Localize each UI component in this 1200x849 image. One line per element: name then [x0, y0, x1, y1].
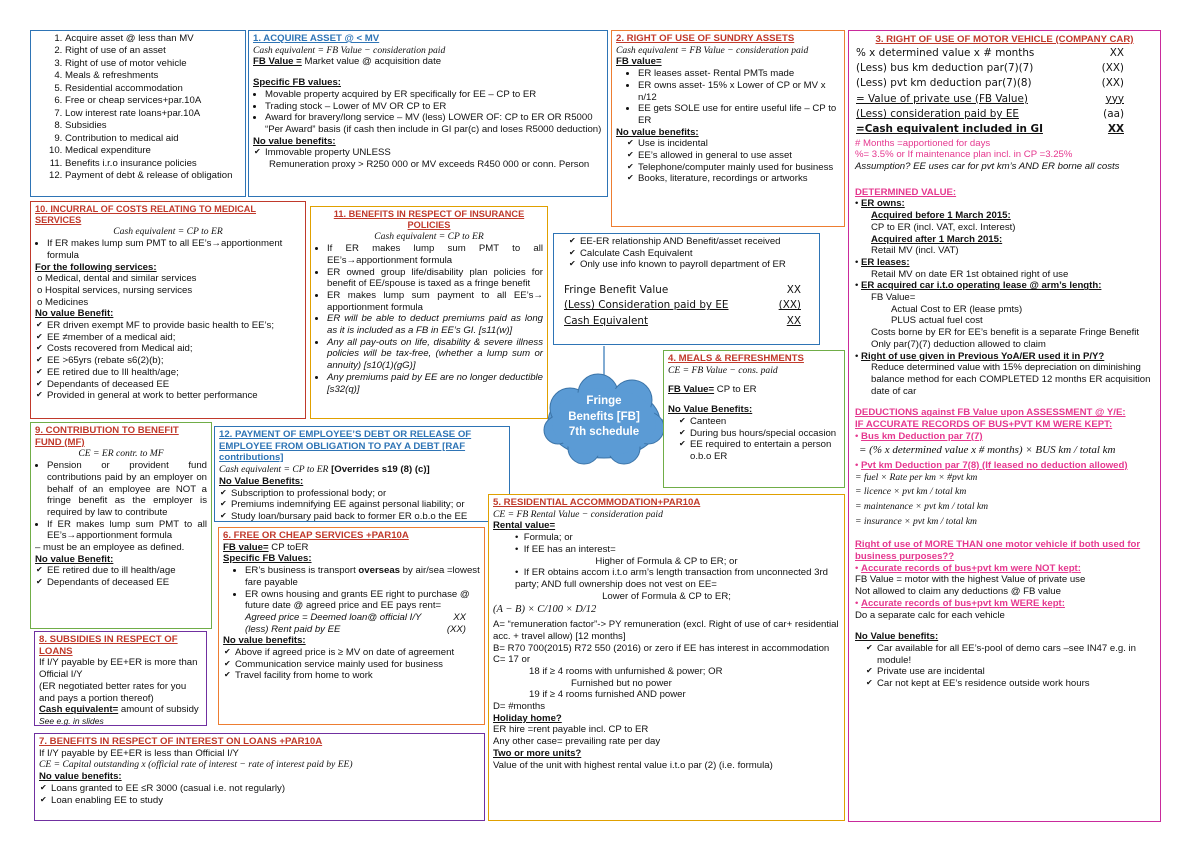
subheading: FB value=	[616, 56, 662, 68]
bullet-line: • Right of use given in Previous YoA/ER used it in P/Y?	[855, 350, 1105, 362]
subheading: No value Benefit:	[35, 308, 114, 320]
bullet-line: • ER acquired car i.t.o operating lease @ arm’s length:	[855, 280, 1102, 292]
list-item: 7. Low interest rate loans+par.10A	[65, 108, 241, 120]
subheading: No value Benefit:	[35, 553, 114, 565]
text-line: ER hire =rent payable incl. CP to ER	[493, 724, 649, 736]
interest-loans-box	[34, 733, 485, 821]
list-item: o Medical, dental and similar services	[37, 273, 301, 285]
subheading: IF ACCURATE RECORDS OF BUS+PVT KM WERE KEPT:	[855, 419, 1113, 431]
text-line: Only par(7)(7) deduction allowed to claim	[871, 338, 1046, 350]
list-item: Remuneration proxy > R250 000 or MV exceeds R450 000 or conn. Person	[269, 159, 590, 171]
text-line: Any other case= prevailing rate per day	[493, 736, 661, 748]
text-line: 19 if ≥ 4 rooms furnished AND power	[529, 689, 686, 701]
cloud-text: Fringe Benefits [FB] 7th schedule	[568, 395, 640, 439]
formula: Cash equivalent = CP to ER	[374, 231, 484, 243]
ce-line: Cash equivalent= amount of subsidy	[39, 704, 199, 716]
subheading: For the following services:	[35, 261, 157, 273]
note: # Months =apportioned for days	[855, 137, 991, 149]
calc-row: =Cash equivalent included in GI XX	[856, 123, 1124, 136]
section-title: 3. RIGHT OF USE OF MOTOR VEHICLE (COMPANY CAR)	[875, 34, 1134, 45]
subheading: DETERMINED VALUE:	[855, 186, 957, 198]
section-title: 12. PAYMENT OF EMPLOYEE’S DEBT OR RELEASE OF EMPLOYEE FROM OBLIGATION TO PAY A DEBT [RAF contributions]	[219, 429, 472, 464]
formula: = licence × pvt km / total km	[855, 486, 967, 498]
formula: CE = Capital outstanding x (official rate of interest − rate of interest paid by EE)	[39, 759, 353, 771]
subheading: Specific FB values:	[253, 77, 341, 89]
bullet-line: • Pvt km Deduction par 7(8) (If leased no deduction allowed)	[855, 459, 1128, 471]
subheading: Holiday home?	[493, 712, 562, 724]
subheading: Right of use of MORE THAN one motor vehicle if both used for business purposes??	[855, 539, 1141, 563]
subheading: No value benefits:	[39, 771, 122, 783]
section-title: 1. ACQUIRE ASSET @ < MV	[253, 33, 380, 44]
meals-refreshments-box	[663, 350, 845, 488]
list-item: • Any all pay-outs on life, disability & severe illness policies will be tax-free, (whether a lump sum or annuity) [s10(1)(gG)]	[327, 337, 543, 372]
overview-row: Fringe Benefit Value XX	[564, 284, 801, 297]
formula: = (% x determined value x # months) × BUS km / total km	[859, 444, 1116, 457]
list-item: ✔ During bus hours/special occasion	[690, 428, 840, 440]
calc-row: (Less) bus km deduction par(7)(7) (XX)	[856, 62, 1124, 75]
formula: Cash equivalent = FB Value − consideration paid	[616, 44, 809, 56]
section-title: 4. MEALS & REFRESHMENTS	[668, 353, 804, 364]
list-item: 10. Medical expenditure	[65, 145, 241, 157]
section-title: 5. RESIDENTIAL ACCOMMODATION+PAR10A	[493, 497, 701, 508]
list-item: ✔ ER driven exempt MF to provide basic health to EE’s;	[47, 320, 301, 332]
fb-value-line: FB value= CP toER	[223, 541, 309, 553]
text-line: Higher of Formula & CP to ER; or	[595, 555, 738, 567]
list-item: • Trading stock – Lower of MV OR CP to ER	[265, 101, 603, 113]
list-item: ✔ EE >65yrs (rebate s6(2)(b);	[47, 355, 301, 367]
list-item: • ER leases asset- Rental PMTs made	[638, 68, 840, 80]
list-item: • Award for bravery/long service – MV (less) LOWER OF: CP to ER OR R5000 “Per Award” basis (if cash then include in GI par(c) and loses R5000 deduction)	[265, 112, 603, 135]
list-item: ✔ Premiums indemnifying EE against personal liability; or	[231, 499, 505, 511]
list-item: • EE gets SOLE use for entire useful life – CP to ER	[638, 103, 840, 126]
list-item: o Medicines	[37, 297, 301, 309]
calc-row: % x determined value x # months XX	[856, 46, 1124, 59]
list-item: ✔ Costs recovered from Medical aid;	[47, 343, 301, 355]
formula: CE = FB Rental Value − consideration paid	[493, 508, 663, 520]
text-line: Acquired after 1 March 2015:	[871, 233, 1003, 245]
formula: CE = FB Value − cons. paid	[668, 364, 778, 376]
formula: = maintenance × pvt km / total km	[855, 500, 989, 512]
text-line: If I/Y payable by EE+ER is more than Official I/Y	[39, 657, 198, 681]
list-item: • ER owns housing and grants EE right to purchase @ future date @ agreed price and EE pays rent=	[245, 589, 480, 612]
bullet-line: • Accurate records of bus+pvt km were NOT kept:	[855, 562, 1081, 574]
free-cheap-services-box	[218, 527, 485, 725]
text-line: Furnished but no power	[571, 677, 672, 689]
list-item: 1. Acquire asset @ less than MV	[65, 33, 241, 45]
subheading: Specific FB Values:	[223, 553, 312, 565]
text-line: Actual Cost to ER (lease pmts)	[891, 303, 1023, 315]
list-item: 3. Right of use of motor vehicle	[65, 58, 241, 70]
list-item: ✔ Canteen	[690, 416, 840, 428]
text: Market value @ acquisition date	[304, 56, 442, 68]
list-item: ✔ Dependants of deceased EE	[47, 379, 301, 391]
list-item: • Formula; or	[515, 532, 573, 544]
list-item: ✔ Dependants of deceased EE	[47, 577, 207, 589]
list-item: ✔ Car not kept at EE’s residence outside work hours	[877, 678, 1154, 690]
employee-debt-box	[214, 426, 510, 522]
list-item: 2. Right of use of an asset	[65, 45, 241, 57]
section-title: 2. RIGHT OF USE OF SUNDRY ASSETS	[616, 33, 795, 44]
list-item: ✔ Car available for all EE’s-pool of demo cars –see IN47 e.g. in module!	[877, 643, 1154, 666]
text-line: D= #months	[493, 701, 545, 713]
text-line: Costs borne by ER for EE’s benefit is a separate Fringe Benefit	[871, 327, 1140, 339]
list-item: ✔ Use is incidental	[638, 138, 840, 150]
fringe-benefits-cloud	[540, 372, 668, 468]
list-item: • Movable property acquired by ER specifically for EE – CP to ER	[265, 89, 603, 101]
list-item: ✔ EE’s allowed in general to use asset	[638, 150, 840, 162]
list-item: ✔ Travel facility from home to work	[235, 670, 480, 682]
list-item: • If EE has an interest=	[515, 543, 616, 555]
list-item: ✔ EE required to entertain a person o.b.o ER	[690, 439, 840, 462]
list-item: • If ER makes lump sum PMT to all EE’s→apportionment formula	[47, 238, 301, 261]
bullet-line: • Bus km Deduction par 7(7)	[855, 430, 983, 442]
list-item: ✔ Immovable property UNLESS	[265, 147, 603, 159]
calc-row: (Less) pvt km deduction par(7)(8) (XX)	[856, 77, 1124, 90]
list-item: 11. Benefits i.r.o insurance policies	[65, 158, 241, 170]
subheading: No value benefits:	[616, 126, 699, 138]
overview-row: Cash Equivalent XX	[564, 314, 801, 327]
section-title: 10. INCURRAL OF COSTS RELATING TO MEDICAL SERVICES	[35, 204, 257, 226]
subheading: No Value Benefits:	[219, 475, 304, 487]
formula: = insurance × pvt km / total km	[855, 515, 977, 527]
text-line: A= “remuneration factor”-> PY remuneration (excl. Right of use of car+ residential acc. + travel allow) [12 months]	[493, 619, 839, 642]
text-line: Not allowed to claim any deductions @ FB value	[855, 586, 1061, 598]
formula: CE = ER contr. to MF	[78, 448, 164, 460]
text-line: (ER negotiated better rates for you and pays a portion thereof)	[39, 680, 187, 704]
list-item: 8. Subsidies	[65, 120, 241, 132]
note: %= 3.5% or If maintenance plan incl. in CP =3.25%	[855, 149, 1073, 161]
list-item: • ER makes lump sum payment to all EE’s→ apportionment formula	[327, 290, 543, 313]
benefit-fund-box	[30, 422, 212, 629]
note: Assumption? EE uses car for pvt km’s AND ER borne all costs	[855, 160, 1120, 172]
section-title: 8. SUBSIDIES IN RESPECT OF LOANS	[39, 634, 178, 657]
formula: (A − B) × C/100 × D/12	[493, 604, 597, 616]
list-item: ✔ Provided in general at work to better performance	[47, 390, 301, 402]
text-line: Do a separate calc for each vehicle	[855, 609, 1005, 621]
list-item: ✔ Above if agreed price is ≥ MV on date of agreement	[235, 647, 480, 659]
text-line: C= 17 or	[493, 654, 531, 666]
list-item: ✔ EE retired due to ill health/age	[47, 565, 207, 577]
label: FB Value =	[253, 56, 302, 68]
text-line: 18 if ≥ 4 rooms with unfurnished & power; OR	[529, 665, 723, 677]
list-item: 4. Meals & refreshments	[65, 70, 241, 82]
list-item: • ER’s business is transport overseas by air/sea =lowest fare payable	[245, 565, 480, 588]
text-line: Retail MV on date ER 1st obtained right of use	[871, 268, 1069, 280]
formula-line: Cash equivalent = CP to ER [Overrides s19 (8) (c)]	[219, 464, 430, 476]
subheading: No value benefits:	[223, 635, 306, 647]
text-line: (less) Rent paid by EE (XX)	[245, 623, 466, 635]
note: See e.g. in slides	[39, 715, 104, 726]
text-line: B= R70 700(2015) R72 550 (2016) or zero if EE has interest in accommodation	[493, 642, 830, 654]
list-item: ✔ EE retired due to Ill health/age;	[47, 367, 301, 379]
section-title: 6. FREE OR CHEAP SERVICES +PAR10A	[223, 530, 409, 541]
list-item: • ER owns asset- 15% x Lower of CP or MV x n/12	[638, 80, 840, 103]
text-line: Lower of Formula & CP to ER;	[602, 590, 731, 602]
list-item: 6. Free or cheap services+par.10A	[65, 95, 241, 107]
list-item: • Any premiums paid by EE are no longer deductible [s32(q)]	[327, 372, 543, 395]
list-item: 9. Contribution to medical aid	[65, 133, 241, 145]
list-item: ✔ Only use info known to payroll department of ER	[580, 259, 815, 271]
overview-row: (Less) Consideration paid by EE (XX)	[564, 299, 801, 312]
subheading: DEDUCTIONS against FB Value upon ASSESSMENT @ Y/E:	[855, 407, 1126, 419]
calc-row: = Value of private use (FB Value) yyy	[856, 92, 1124, 105]
text-line: Agreed price = Deemed loan@ official I/Y XX	[245, 611, 466, 623]
text-line: FB Value = motor with the highest Value of private use	[855, 574, 1086, 586]
list-item: ✔ Loans granted to EE ≤R 3000 (casual i.e. not regularly)	[51, 783, 480, 795]
text-line: Value of the unit with highest rental value i.t.o par (2) (i.e. formula)	[493, 759, 773, 771]
calc-row: (Less) consideration paid by EE (aa)	[856, 107, 1124, 120]
list-item: ✔ Communication service mainly used for business	[235, 659, 480, 671]
text-line: FB Value=	[871, 292, 916, 304]
list-item: 12. Payment of debt & release of obligation	[65, 170, 241, 182]
list-item: • Pension or provident fund contributions paid by an employer on behalf of an employee are NOT a fringe benefit as the employer is required by law to contribute	[47, 460, 207, 519]
subheading: No Value Benefits:	[668, 404, 753, 416]
text-line: Acquired before 1 March 2015:	[871, 210, 1011, 222]
list-item: ✔ EE ≠member of a medical aid;	[47, 332, 301, 344]
section-title: 7. BENEFITS IN RESPECT OF INTEREST ON LOANS +PAR10A	[39, 736, 323, 747]
text-line: Retail MV (incl. VAT)	[871, 245, 959, 257]
bullet-line: • ER leases:	[855, 256, 910, 268]
section-title: 11. BENEFITS IN RESPECT OF INSURANCE POLICIES	[333, 209, 525, 231]
list-item: o Hospital services, nursing services	[37, 285, 301, 297]
bullet-line: • ER owns:	[855, 198, 905, 210]
residential-accommodation-box	[488, 494, 845, 821]
subheading: Rental value=	[493, 520, 556, 532]
list-item: ✔ Loan enabling EE to study	[51, 795, 480, 807]
text-line: PLUS actual fuel cost	[891, 315, 983, 327]
formula: = fuel × Rate per km × #pvt km	[855, 471, 978, 483]
text-line: If I/Y payable by EE+ER is less than Official I/Y	[39, 747, 239, 759]
note: – must be an employee as defined.	[35, 542, 185, 554]
list-item: • ER will be able to deduct premiums paid as long as it is included as a FB in EE’s GI. [s11(w)]	[327, 313, 543, 336]
list-item: ✔ Telephone/computer mainly used for business	[638, 162, 840, 174]
loan-subsidies-box	[34, 631, 207, 726]
list-item: 5. Residential accommodation	[65, 83, 241, 95]
list-item: ✔ Subscription to professional body; or	[231, 488, 505, 500]
subheading: Two or more units?	[493, 747, 582, 759]
formula: Cash equivalent = CP to ER	[113, 226, 223, 238]
text-line: CP to ER (incl. VAT, excl. Interest)	[871, 221, 1016, 233]
list-item: ✔ Private use are incidental	[877, 666, 1154, 678]
list-item: ✔ Study loan/bursary paid back to former ER o.b.o the EE	[231, 511, 505, 522]
list-item: ✔ Books, literature, recordings or artworks	[638, 173, 840, 185]
text-line: Reduce determined value with 15% depreciation on diminishing balance method for each COMPLETED 12 months ER acquisition date of car	[871, 362, 1151, 397]
subheading: No value benefits:	[253, 135, 336, 147]
list-item: ✔ EE-ER relationship AND Benefit/asset received	[580, 236, 815, 248]
list-item: • If ER obtains accom i.t.o arm’s length transaction from unconnected 3rd party; AND full ownership does not vest on EE=	[515, 567, 829, 590]
list-item: • If ER makes lump sum PMT to all EE’s→apportionment formula	[47, 519, 207, 542]
bullet-line: • Accurate records of bus+pvt km WERE kept:	[855, 597, 1065, 609]
fb-value-line: FB Value= CP to ER	[668, 384, 757, 396]
formula: Cash equivalent = FB Value − consideration paid	[253, 44, 446, 56]
list-item: • ER owned group life/disability plan policies for benefit of EE/spouse is taxed as a fringe benefit	[327, 267, 543, 290]
list-item: • If ER makes lump sum PMT to all EE’s→apportionment formula	[327, 243, 543, 266]
section-title: 9. CONTRIBUTION TO BENEFIT FUND (MF)	[35, 425, 179, 448]
list-item: ✔ Calculate Cash Equivalent	[580, 248, 815, 260]
subheading: No Value benefits:	[855, 631, 939, 643]
